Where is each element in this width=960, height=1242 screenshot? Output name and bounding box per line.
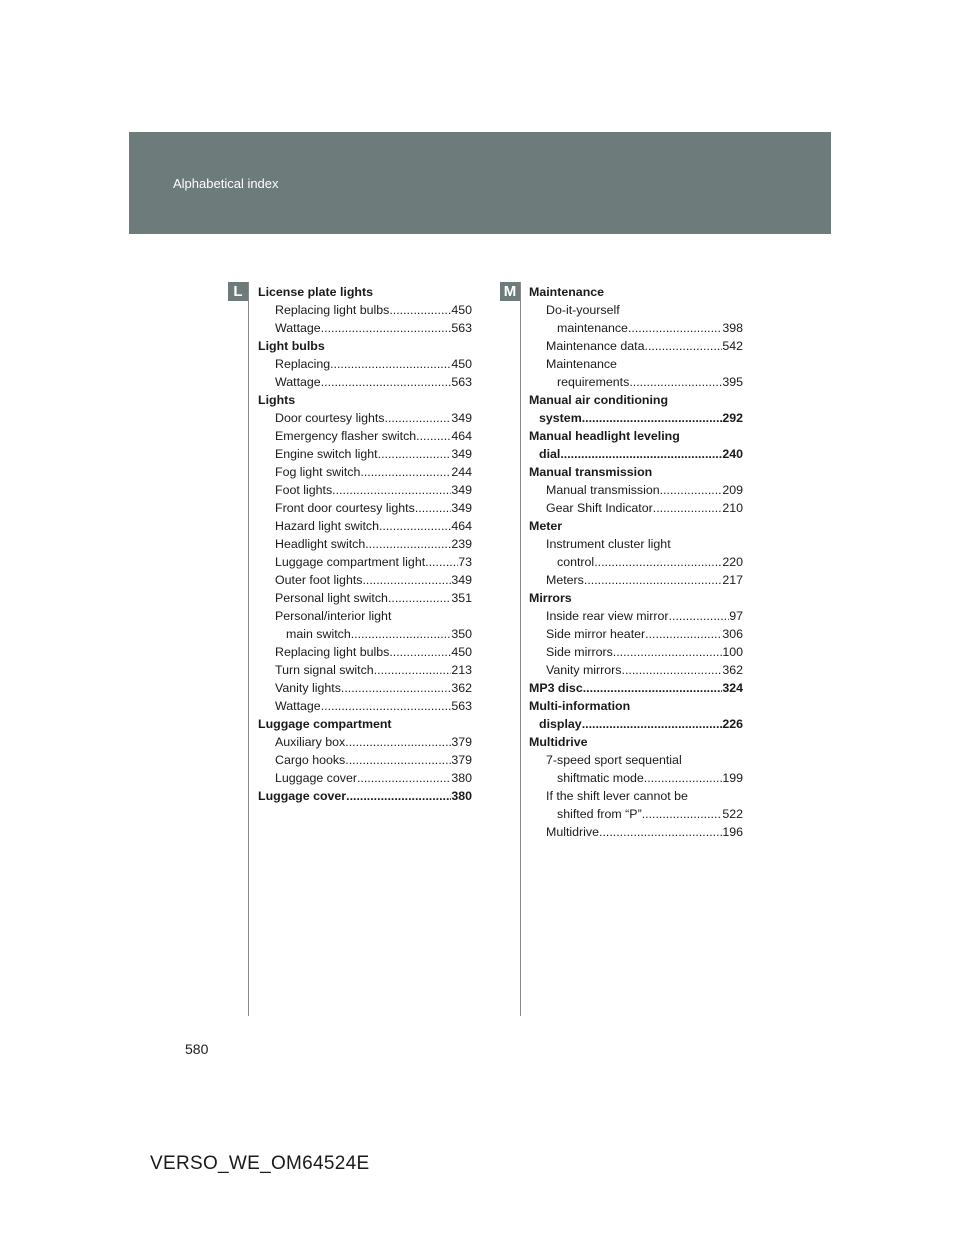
index-entry-label: requirements	[557, 375, 630, 389]
index-entry-label: Wattage	[275, 375, 321, 389]
index-entry	[529, 805, 743, 823]
index-entry-label: Hazard light switch	[275, 519, 379, 533]
index-entry	[258, 391, 472, 409]
index-entry-label: Light bulbs	[258, 339, 325, 353]
index-entry-label: Lights	[258, 393, 296, 407]
index-entry-page: 324	[722, 681, 743, 695]
dot-leader	[645, 625, 722, 643]
dot-leader	[360, 463, 451, 481]
index-entry-page: 97	[729, 609, 743, 623]
index-entry-label: Vanity mirrors	[546, 663, 622, 677]
index-entry-label: dial	[539, 447, 561, 461]
index-entry	[529, 715, 743, 733]
dot-leader	[345, 733, 451, 751]
index-entry-page: 464	[451, 429, 472, 443]
dot-leader	[321, 697, 452, 715]
index-entry	[258, 733, 472, 751]
dot-leader	[644, 769, 723, 787]
index-entry	[258, 535, 472, 553]
index-entry-label: Multidrive	[546, 825, 600, 839]
index-entry	[529, 301, 743, 319]
dot-leader	[645, 337, 723, 355]
dot-leader	[379, 517, 451, 535]
index-entry	[258, 319, 472, 337]
index-entry	[258, 679, 472, 697]
index-entry-label: shifted from “P”	[557, 807, 642, 821]
index-entry	[258, 625, 472, 643]
dot-leader	[416, 427, 451, 445]
index-entry-label: Manual transmission	[529, 465, 653, 479]
index-entry-label: Manual air conditioning	[529, 393, 669, 407]
dot-leader	[345, 751, 451, 769]
index-entry	[529, 391, 743, 409]
index-entry-label: Meter	[529, 519, 563, 533]
index-entry-label: Foot lights	[275, 483, 333, 497]
index-entry-label: Emergency flasher switch	[275, 429, 417, 443]
index-entry	[529, 787, 743, 805]
index-entry-page: 217	[722, 573, 743, 587]
index-entry-page: 210	[722, 501, 743, 515]
index-entry-label: Replacing light bulbs	[275, 645, 390, 659]
index-entry	[529, 481, 743, 499]
index-entry-label: Multi-information	[529, 699, 631, 713]
dot-leader	[425, 553, 458, 571]
index-entry	[529, 337, 743, 355]
index-entry	[529, 463, 743, 481]
index-entry	[529, 535, 743, 553]
index-entry-label: Side mirror heater	[546, 627, 646, 641]
index-entry-label: Fog light switch	[275, 465, 361, 479]
index-entry	[258, 571, 472, 589]
index-entry-label: Personal light switch	[275, 591, 388, 605]
index-entry	[529, 373, 743, 391]
dot-leader	[346, 787, 451, 805]
dot-leader	[582, 409, 723, 427]
index-entry-label: Wattage	[275, 321, 321, 335]
index-entry	[529, 751, 743, 769]
index-entry-page: 450	[451, 645, 472, 659]
index-entry-page: 351	[451, 591, 472, 605]
dot-leader	[653, 499, 723, 517]
index-entry-page: 306	[722, 627, 743, 641]
index-entry-label: Wattage	[275, 699, 321, 713]
index-entry-page: 379	[451, 735, 472, 749]
index-entry-page: 226	[722, 717, 743, 731]
index-entry	[529, 571, 743, 589]
index-entry-label: shiftmatic mode	[557, 771, 644, 785]
index-entry	[529, 517, 743, 535]
index-entry-label: maintenance	[557, 321, 628, 335]
index-entry-page: 349	[451, 483, 472, 497]
index-entry-label: Manual transmission	[546, 483, 660, 497]
index-entry-page: 220	[722, 555, 743, 569]
dot-leader	[583, 679, 723, 697]
dot-leader	[388, 589, 451, 607]
index-entry-label: Luggage cover	[258, 789, 347, 803]
index-entry-page: 450	[451, 357, 472, 371]
index-entry-page: 464	[451, 519, 472, 533]
index-entry-label: MP3 disc	[529, 681, 583, 695]
index-entry	[529, 319, 743, 337]
index-entry-label: Door courtesy lights	[275, 411, 385, 425]
index-entry-label: Cargo hooks	[275, 753, 346, 767]
index-entry-label: main switch	[286, 627, 351, 641]
index-entry-label: display	[539, 717, 582, 731]
column-divider-right	[520, 282, 521, 1016]
index-entry	[258, 445, 472, 463]
dot-leader	[374, 661, 452, 679]
index-entry-page: 244	[451, 465, 472, 479]
dot-leader	[389, 643, 451, 661]
index-entry	[258, 499, 472, 517]
index-entry-label: Gear Shift Indicator	[546, 501, 653, 515]
dot-leader	[341, 679, 451, 697]
index-entry	[529, 643, 743, 661]
index-entry	[258, 373, 472, 391]
index-entry	[258, 589, 472, 607]
index-entry	[258, 517, 472, 535]
index-column-left	[258, 283, 472, 805]
dot-leader	[332, 481, 451, 499]
index-entry-page: 209	[722, 483, 743, 497]
index-entry-label: Mirrors	[529, 591, 572, 605]
column-divider-left	[248, 282, 249, 1016]
index-entry-label: Side mirrors	[546, 645, 613, 659]
index-entry-page: 395	[722, 375, 743, 389]
dot-leader	[321, 319, 452, 337]
index-entry-page: 73	[458, 555, 472, 569]
index-entry-page: 563	[451, 375, 472, 389]
index-entry	[258, 607, 472, 625]
index-entry-page: 213	[451, 663, 472, 677]
index-entry-label: control	[557, 555, 595, 569]
index-entry	[529, 553, 743, 571]
index-entry	[529, 625, 743, 643]
index-entry-label: Maintenance	[529, 285, 605, 299]
index-entry-page: 450	[451, 303, 472, 317]
dot-leader	[385, 409, 452, 427]
dot-leader	[642, 805, 723, 823]
dot-leader	[584, 571, 722, 589]
index-entry-label: Meters	[546, 573, 584, 587]
index-entry-label: Outer foot lights	[275, 573, 363, 587]
index-entry-label: Auxiliary box	[275, 735, 346, 749]
index-entry	[258, 661, 472, 679]
index-entry-page: 522	[722, 807, 743, 821]
index-entry-page: 542	[722, 339, 743, 353]
index-entry-page: 350	[451, 627, 472, 641]
document-code: VERSO_WE_OM64524E	[150, 1153, 370, 1174]
index-entry	[529, 445, 743, 463]
index-entry	[529, 409, 743, 427]
index-entry	[258, 553, 472, 571]
dot-leader	[594, 553, 722, 571]
dot-leader	[330, 355, 451, 373]
index-entry-label: Replacing	[275, 357, 331, 371]
dot-leader	[582, 715, 723, 733]
index-entry	[258, 337, 472, 355]
index-entry-label: Multidrive	[529, 735, 588, 749]
index-entry-page: 349	[451, 573, 472, 587]
index-entry-label: Manual headlight leveling	[529, 429, 680, 443]
dot-leader	[660, 481, 723, 499]
index-entry-page: 199	[722, 771, 743, 785]
index-entry-page: 349	[451, 411, 472, 425]
index-entry	[258, 481, 472, 499]
index-entry-page: 349	[451, 447, 472, 461]
index-entry-label: Engine switch light	[275, 447, 378, 461]
dot-leader	[613, 643, 723, 661]
index-entry-label: Instrument cluster light	[546, 537, 671, 551]
index-entry	[258, 463, 472, 481]
index-entry	[258, 301, 472, 319]
index-entry	[258, 697, 472, 715]
dot-leader	[378, 445, 452, 463]
index-entry	[529, 823, 743, 841]
index-entry-label: Luggage cover	[275, 771, 357, 785]
index-entry-label: Luggage compartment light	[275, 555, 426, 569]
index-entry	[258, 769, 472, 787]
index-entry-page: 380	[451, 771, 472, 785]
index-entry-label: Personal/interior light	[275, 609, 392, 623]
dot-leader	[351, 625, 452, 643]
index-letter-l: L	[228, 282, 248, 301]
index-entry	[258, 355, 472, 373]
index-entry-label: Headlight switch	[275, 537, 366, 551]
index-entry-page: 292	[722, 411, 743, 425]
dot-leader	[365, 535, 451, 553]
dot-leader	[622, 661, 723, 679]
index-entry-label: Vanity lights	[275, 681, 341, 695]
index-entry-page: 362	[451, 681, 472, 695]
dot-leader	[321, 373, 452, 391]
index-entry	[258, 643, 472, 661]
index-entry	[529, 697, 743, 715]
index-entry	[529, 355, 743, 373]
index-entry	[258, 787, 472, 805]
page-number: 580	[185, 1041, 209, 1057]
index-entry	[529, 733, 743, 751]
index-entry	[529, 499, 743, 517]
index-entry-label: Maintenance data	[546, 339, 645, 353]
index-entry	[529, 679, 743, 697]
index-entry-label: 7-speed sport sequential	[546, 753, 682, 767]
index-entry	[258, 751, 472, 769]
index-entry-page: 362	[722, 663, 743, 677]
index-entry-label: Inside rear view mirror	[546, 609, 669, 623]
index-entry-page: 563	[451, 321, 472, 335]
index-entry-page: 196	[722, 825, 743, 839]
index-entry-label: Turn signal switch	[275, 663, 374, 677]
index-entry	[258, 427, 472, 445]
index-entry-label: Luggage compartment	[258, 717, 392, 731]
index-entry	[258, 715, 472, 733]
index-entry	[529, 661, 743, 679]
index-entry-label: Front door courtesy lights	[275, 501, 415, 515]
index-entry	[529, 427, 743, 445]
dot-leader	[415, 499, 452, 517]
index-entry-label: License plate lights	[258, 285, 373, 299]
index-entry	[529, 589, 743, 607]
index-entry-page: 239	[451, 537, 472, 551]
dot-leader	[669, 607, 730, 625]
index-entry-label: Replacing light bulbs	[275, 303, 390, 317]
index-entry-label: system	[539, 411, 582, 425]
index-entry-page: 240	[722, 447, 743, 461]
index-entry	[529, 283, 743, 301]
index-column-right	[529, 283, 743, 841]
index-entry-page: 563	[451, 699, 472, 713]
section-title: Alphabetical index	[173, 176, 279, 191]
dot-leader	[389, 301, 451, 319]
index-entry	[258, 409, 472, 427]
index-entry-page: 349	[451, 501, 472, 515]
dot-leader	[560, 445, 722, 463]
index-entry-page: 379	[451, 753, 472, 767]
index-entry	[529, 769, 743, 787]
index-entry-page: 380	[451, 789, 472, 803]
dot-leader	[599, 823, 722, 841]
index-letter-m: M	[500, 282, 520, 301]
dot-leader	[629, 373, 722, 391]
index-entry-page: 398	[722, 321, 743, 335]
index-entry	[258, 283, 472, 301]
dot-leader	[357, 769, 451, 787]
dot-leader	[362, 571, 451, 589]
page-header	[129, 132, 831, 234]
dot-leader	[628, 319, 722, 337]
index-entry-label: Do-it-yourself	[546, 303, 620, 317]
index-entry-page: 100	[722, 645, 743, 659]
index-entry-label: Maintenance	[546, 357, 617, 371]
index-entry-label: If the shift lever cannot be	[546, 789, 688, 803]
index-entry	[529, 607, 743, 625]
